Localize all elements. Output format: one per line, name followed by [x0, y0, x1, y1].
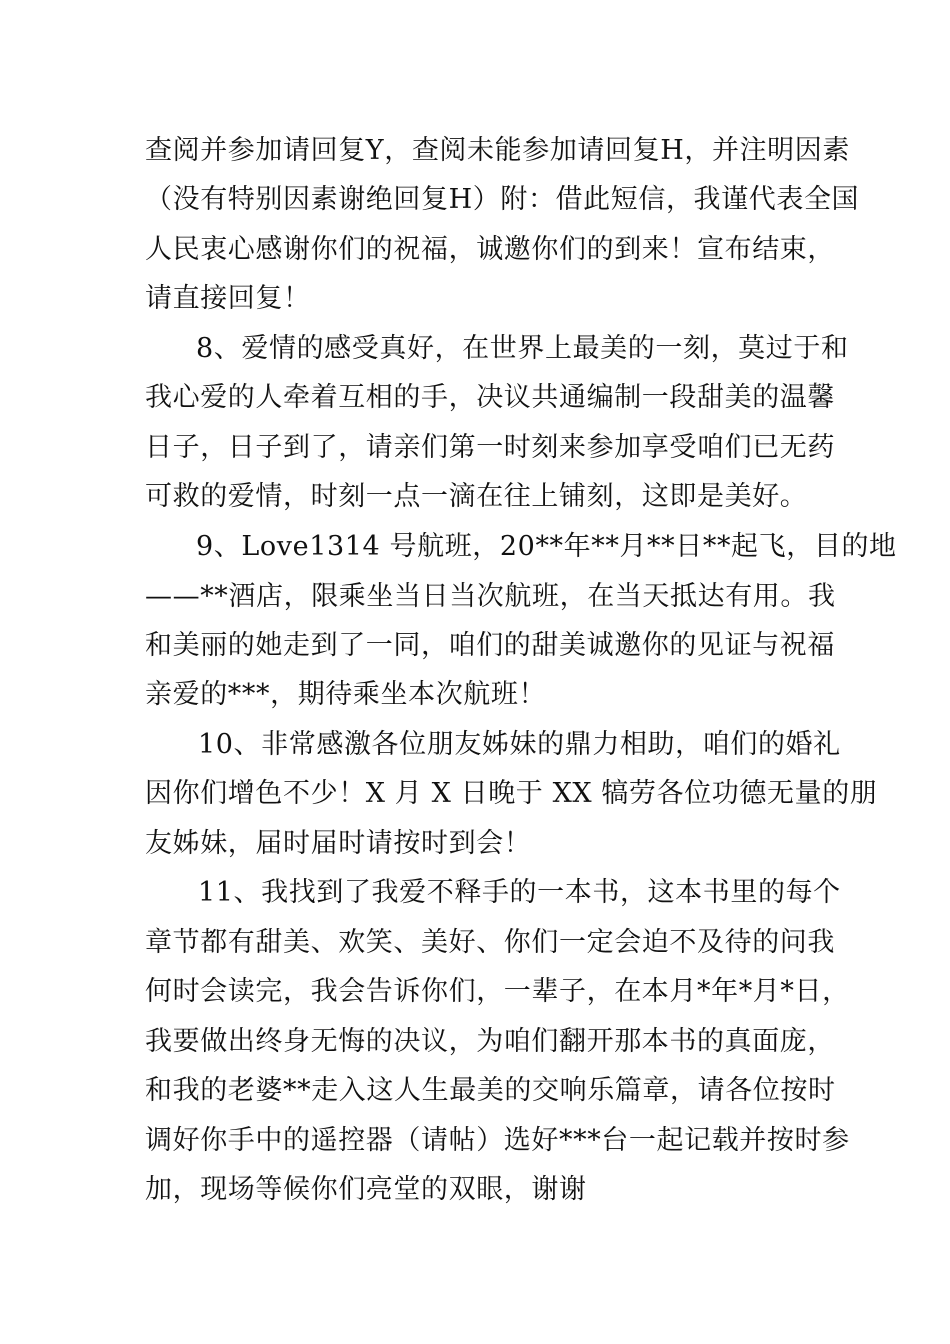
paragraph-8-line-3: 日子，日子到了，请亲们第一时刻来参加享受咱们已无药	[145, 432, 835, 463]
paragraph-9-line-4: 亲爱的***，期待乘坐本次航班！	[145, 679, 547, 710]
paragraph-9-line-3: 和美丽的她走到了一同，咱们的甜美诚邀你的见证与祝福	[145, 630, 835, 661]
paragraph-10-line-3: 友姊妹，届时届时请按时到会！	[145, 828, 532, 859]
paragraph-8-line-4: 可救的爱情，时刻一点一滴在往上铺刻，这即是美好。	[145, 481, 808, 512]
paragraph-11-line-7: 加，现场等候你们亮堂的双眼，谢谢	[145, 1174, 587, 1205]
paragraph-1-line-3: 人民衷心感谢你们的祝福，诚邀你们的到来！宣布结束，	[145, 234, 835, 265]
paragraph-8-line-1: 8、爱情的感受真好，在世界上最美的一刻，莫过于和	[196, 333, 849, 364]
paragraph-1-line-4: 请直接回复！	[145, 283, 311, 314]
paragraph-9-line-1: 9、Love1314 号航班，20**年**月**日**起飞，目的地	[196, 531, 897, 562]
paragraph-11-line-2: 章节都有甜美、欢笑、美好、你们一定会迫不及待的问我	[145, 927, 835, 958]
paragraph-10-line-2: 因你们增色不少！X 月 X 日晚于 XX 犒劳各位功德无量的朋	[145, 778, 878, 809]
paragraph-1-line-1: 查阅并参加请回复Y，查阅未能参加请回复H，并注明因素	[145, 135, 850, 166]
paragraph-1-line-2: （没有特别因素谢绝回复H）附：借此短信，我谨代表全国	[145, 184, 860, 215]
paragraph-11-line-6: 调好你手中的遥控器（请帖）选好***台一起记载并按时参	[145, 1125, 850, 1156]
paragraph-11-line-5: 和我的老婆**走入这人生最美的交响乐篇章，请各位按时	[145, 1075, 836, 1106]
paragraph-11-line-4: 我要做出终身无悔的决议，为咱们翻开那本书的真面庞，	[145, 1026, 835, 1057]
paragraph-8-line-2: 我心爱的人牵着互相的手，决议共通编制一段甜美的温馨	[145, 382, 835, 413]
paragraph-9-line-2: ——**酒店，限乘坐当日当次航班，在当天抵达有用。我	[145, 581, 836, 612]
paragraph-11-line-1: 11、我找到了我爱不释手的一本书，这本书里的每个	[198, 877, 841, 908]
paragraph-10-line-1: 10、非常感激各位朋友姊妹的鼎力相助，咱们的婚礼	[198, 729, 841, 760]
paragraph-11-line-3: 何时会读完，我会告诉你们，一辈子，在本月*年*月*日，	[145, 976, 850, 1007]
